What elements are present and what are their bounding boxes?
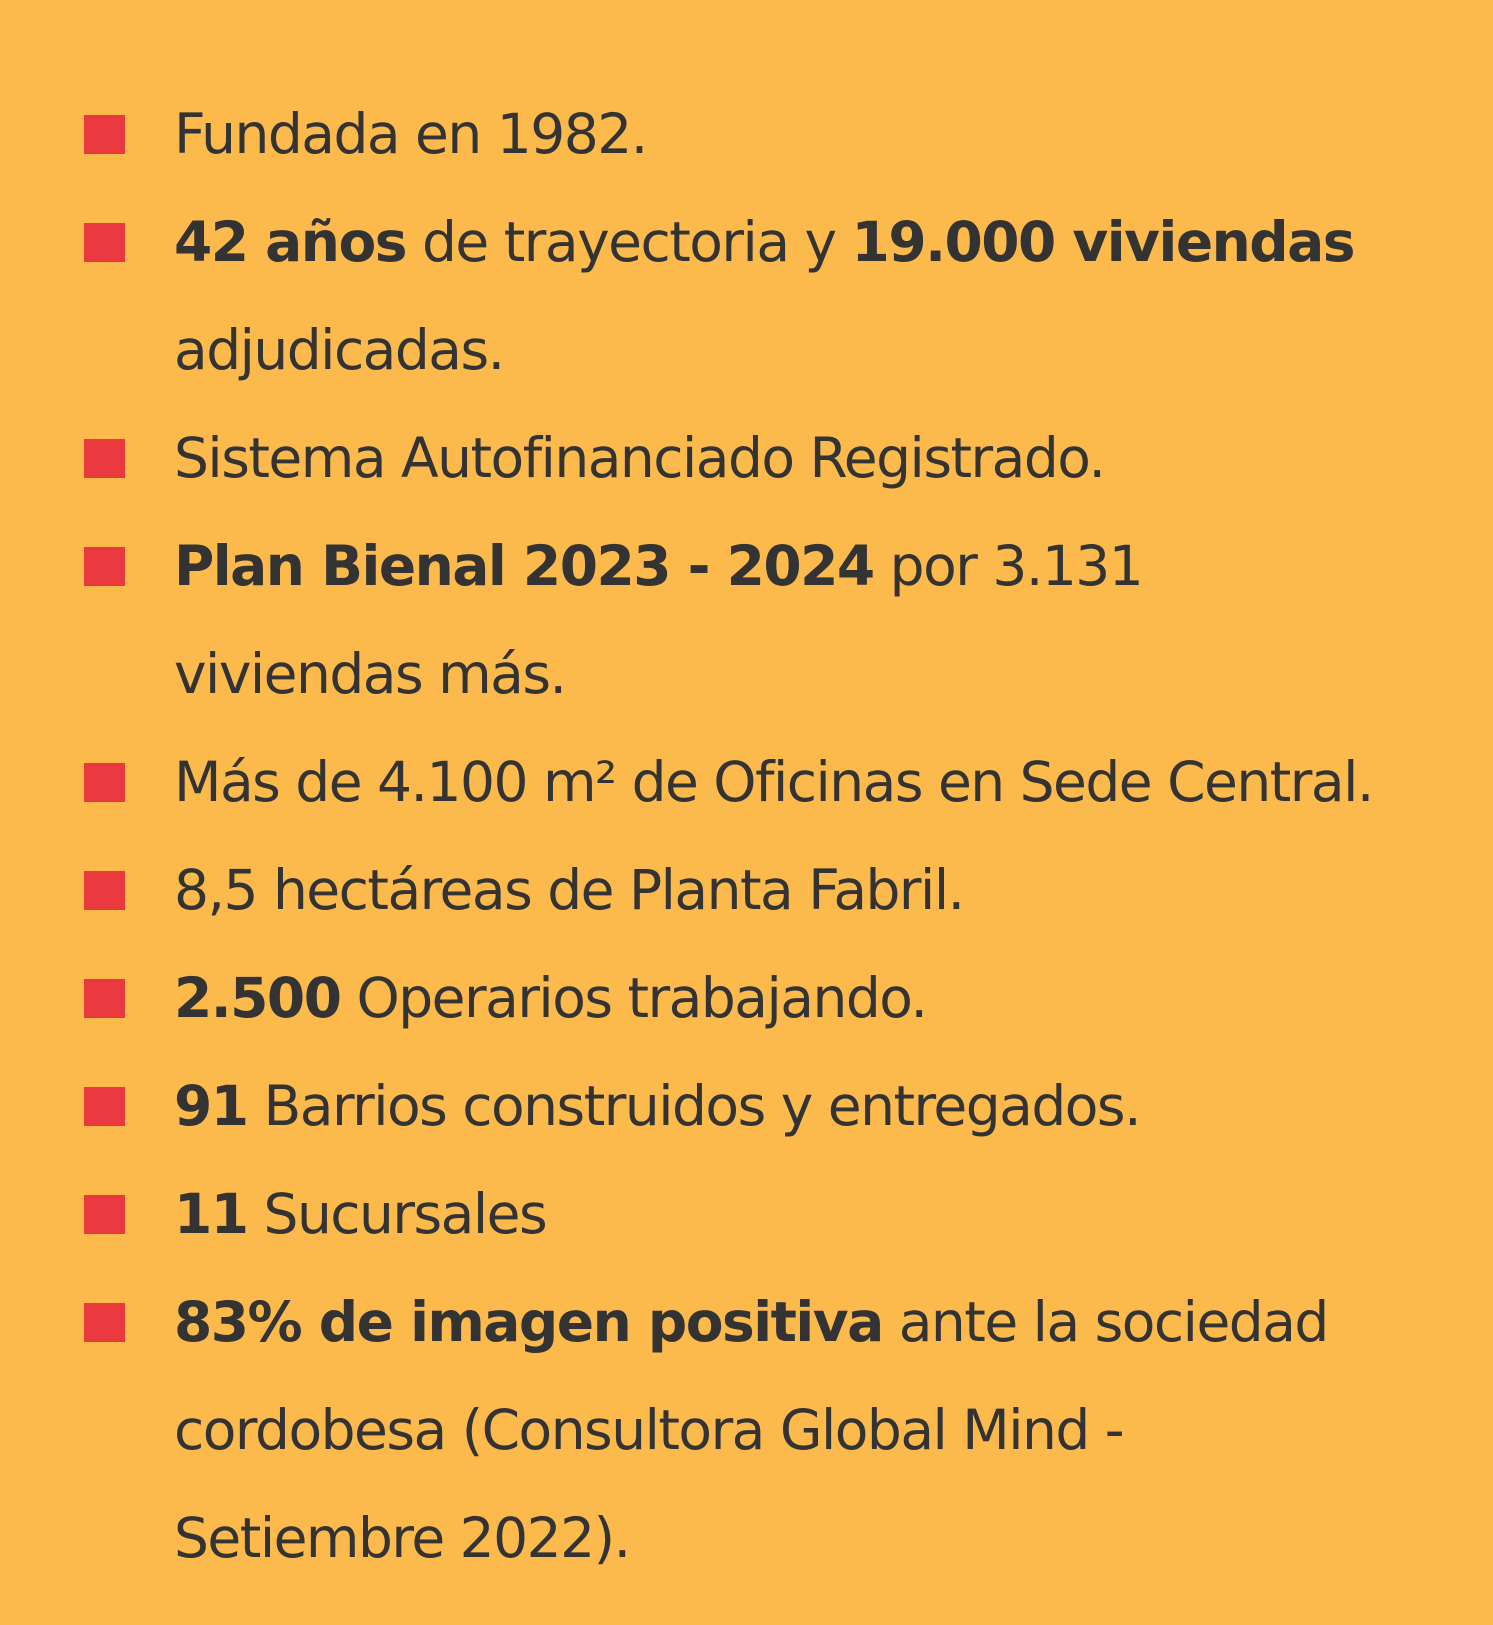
item-text: Sistema Autofinanciado Registrado. <box>174 426 1105 490</box>
item-bold-text: 83% de imagen positiva <box>174 1290 883 1354</box>
item-line <box>174 404 1453 512</box>
square-bullet-icon <box>84 115 125 154</box>
item-line-continued: adjudicadas. <box>174 318 504 382</box>
square-bullet-icon <box>84 1087 125 1126</box>
list-item-neighborhoods <box>0 1052 1493 1160</box>
item-text: de trayectoria y <box>405 210 852 274</box>
item-bold-text: 91 <box>174 1074 248 1138</box>
item-bold-text: 11 <box>174 1182 248 1246</box>
item-bold-text: 19.000 viviendas <box>851 210 1355 274</box>
item-line <box>174 1160 1453 1268</box>
square-bullet-icon <box>84 871 125 910</box>
item-line <box>174 512 1453 620</box>
list-item-offices <box>0 728 1493 836</box>
item-text: Operarios trabajando. <box>340 966 927 1030</box>
square-bullet-icon <box>84 979 125 1018</box>
item-line <box>174 80 1453 188</box>
item-bold-text: 2.500 <box>174 966 341 1030</box>
list-item-system <box>0 404 1493 512</box>
facts-list <box>0 80 1493 1592</box>
list-item-founded <box>0 80 1493 188</box>
item-text: Sucursales <box>247 1182 547 1246</box>
item-text: 8,5 hectáreas de Planta Fabril. <box>174 858 964 922</box>
item-line <box>174 1052 1453 1160</box>
list-item-workers <box>0 944 1493 1052</box>
item-line <box>174 944 1453 1052</box>
item-line <box>174 188 1453 296</box>
item-bold-text: 42 años <box>174 210 406 274</box>
item-line-continued: cordobesa (Consultora Global Mind - <box>174 1398 1124 1462</box>
item-line <box>174 728 1453 836</box>
list-item-trajectory <box>0 188 1493 404</box>
list-item-plant <box>0 836 1493 944</box>
square-bullet-icon <box>84 547 125 586</box>
list-item-plan <box>0 512 1493 728</box>
item-line <box>174 836 1453 944</box>
list-item-image <box>0 1268 1493 1592</box>
item-text: Fundada en 1982. <box>174 102 647 166</box>
square-bullet-icon <box>84 1195 125 1234</box>
square-bullet-icon <box>84 763 125 802</box>
item-text: Más de 4.100 m² de Oficinas en Sede Central. <box>174 750 1373 814</box>
item-bold-text: Plan Bienal 2023 - 2024 <box>174 534 874 598</box>
item-line-continued: Setiembre 2022). <box>174 1506 630 1570</box>
list-item-branches <box>0 1160 1493 1268</box>
item-line-continued: viviendas más. <box>174 642 566 706</box>
item-line <box>174 1268 1453 1376</box>
square-bullet-icon <box>84 223 125 262</box>
item-text: por 3.131 <box>873 534 1143 598</box>
item-text: ante la sociedad <box>882 1290 1328 1354</box>
square-bullet-icon <box>84 1303 125 1342</box>
square-bullet-icon <box>84 439 125 478</box>
item-text: Barrios construidos y entregados. <box>247 1074 1141 1138</box>
